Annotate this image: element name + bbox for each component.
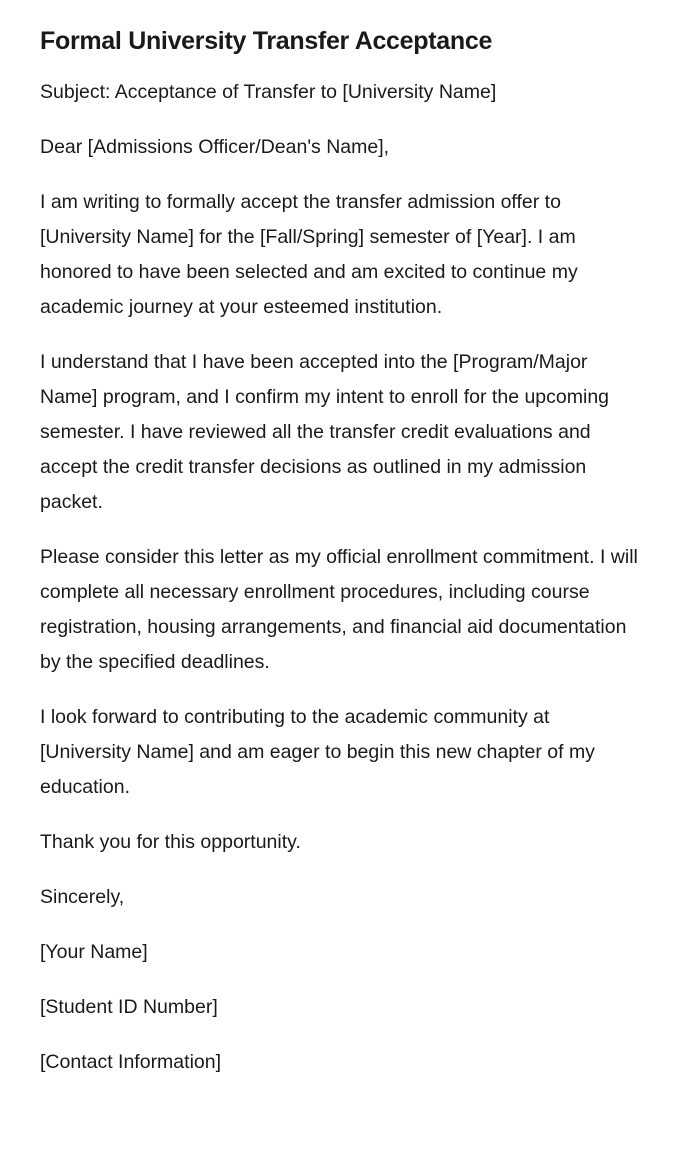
thanks-line: Thank you for this opportunity. [40,831,301,853]
body-paragraph: I look forward to contributing to the academic community at [University Name] and am eager to begin this new chapter of my education. [40,706,595,798]
page-title: Formal University Transfer Acceptance [40,27,493,55]
student-id: [Student ID Number] [40,996,218,1018]
body-paragraph: I am writing to formally accept the transfer admission offer to [University Name] for the [Fall/Spring] semester of [Year]. I am honored to have been selected and am excited to continue my academic journey at your esteemed institution. [40,191,578,318]
contact-info: [Contact Information] [40,1051,222,1073]
body-paragraph: I understand that I have been accepted into the [Program/Major Name] program, and I confirm my intent to enroll for the upcoming semester. I have reviewed all the transfer credit evaluations and accept the credit transfer decisions as outlined in my admission packet. [40,351,610,513]
subject-line: Subject: Acceptance of Transfer to [University Name] [40,81,497,103]
body-paragraph: Please consider this letter as my official enrollment commitment. I will complete all necessary enrollment procedures, including course registration, housing arrangements, and financial aid documentation by the specified deadlines. [40,546,638,673]
closing: Sincerely, [40,886,125,908]
salutation: Dear [Admissions Officer/Dean's Name], [40,136,390,158]
signature-name: [Your Name] [40,941,148,963]
